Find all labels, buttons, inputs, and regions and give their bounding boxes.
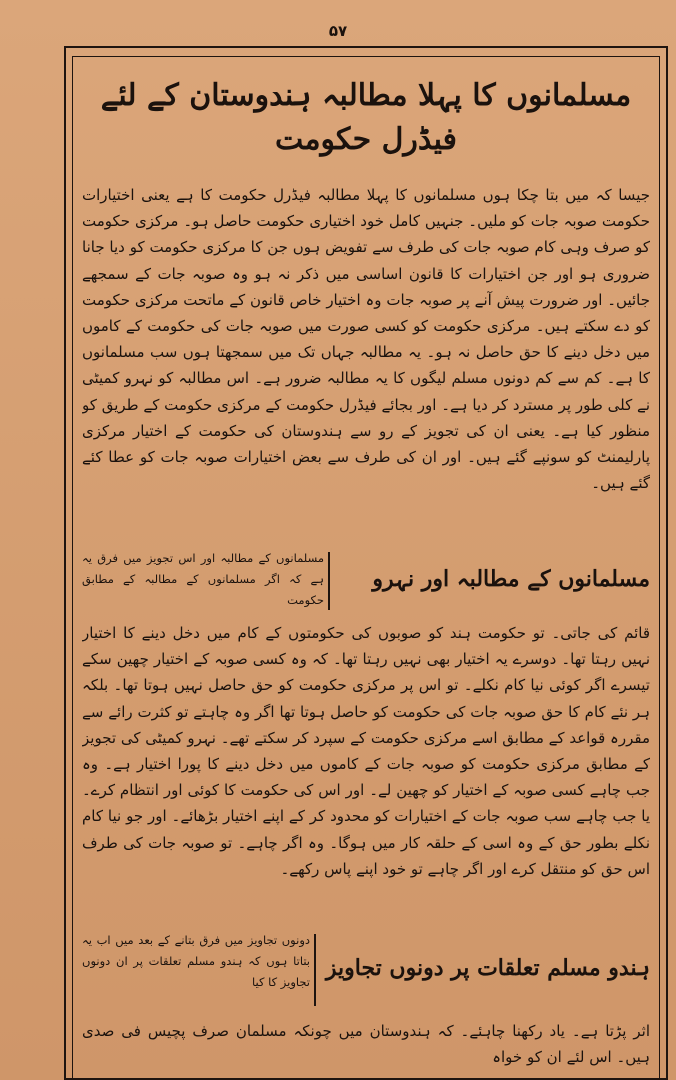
body-paragraph-2: قائم کی جاتی۔ تو حکومت ہند کو صوبوں کی حکومتوں کے کام میں دخل دینے کا اختیار نہیں رہتا تھا۔ دوسرے یہ اختیار بھی نہیں رہتا تھا۔ کہ وہ کسی صوبہ کے اختیار چھین سکے تیسرے اگر کوئی نیا کام نکلے۔ تو اس پر مرکزی حکومت کو حق حاصل نہیں ہوتا تھا۔ بلکہ ہر نئے کام کا حق صوبہ جات کی حکومت کو حاصل ہوتا تھا اگر وہ چاہتے تو کثرت رائے سے مقررہ قواعد کے مطابق اسے مرکزی حکومت کے سپرد کر سکتے تھے۔ نہرو کمیٹی کی تجویز کے مطابق مرکزی حکومت کو صوبہ جات کے کاموں میں دخل دینے کا پورا اختیار ہے۔ وہ جب چاہے کسی صوبہ کے اختیار کو چھین لے۔ اور اس کی حکومت کا کوئی اور انتظام کرے۔ یا جب چاہے سب صوبہ جات کے اختیارات کو محدود کر کے اپنے اختیار بڑھائے۔ اور جو نیا کام نکلے بطور حق کے وہ اسی کے حلقہ کار میں ہوگا۔ وہ اگر چاہے۔ تو صوبہ جات کی طرف اس حق کو منتقل کرے اور اگر چاہے تو خود اپنے پاس رکھے۔ <box>82 624 650 878</box>
body-paragraph-1: جیسا کہ میں بتا چکا ہوں مسلمانوں کا پہلا مطالبہ فیڈرل حکومت کا ہے یعنی اختیارات حکومت صوبہ جات کو ملیں۔ جنہیں کامل خود اختیاری حکومت حاصل ہو۔ مرکزی حکومت کو صرف وہی کام صوبہ جات کی طرف سے تفویض ہوں جن کا مرکزی حکومت کو دیا جانا ضروری ہو اور جن اختیارات کا قانون اساسی میں ذکر نہ ہو وہ صوبہ جات کے سمجھے جائیں۔ اور ضرورت پیش آنے پر صوبہ جات وہ اختیار خاص قانون کے ماتحت مرکزی حکومت کو دے سکتے ہیں۔ مرکزی حکومت کو کسی صورت میں صوبہ جات کی حکومت کے کاموں میں دخل دینے کا حق حاصل نہ ہو۔ یہ مطالبہ جہاں تک میں سمجھتا ہوں سب مسلمانوں کا ہے۔ کم سے کم دونوں مسلم لیگوں کا یہ مطالبہ ضرور ہے۔ اس مطالبہ کو نہرو کمیٹی نے کلی طور پر مسترد کر دیا ہے۔ اور بجائے فیڈرل حکومت کے مرکزی حکومت کے طریق کو منظور کیا ہے۔ یعنی ان کی تجویز کے رو سے ہندوستان کی حکومت کے اختیار مرکزی پارلیمنٹ کو سونپے گئے ہیں۔ اور ان کی طرف سے بعض اختیارات صوبہ جات کو عطا کئے گئے ہیں۔ <box>82 186 650 493</box>
section-heading-2: ہندو مسلم تعلقات پر دونوں تجاویز <box>325 955 650 981</box>
section-heading-divider-2 <box>314 934 316 1006</box>
page-number: ۵۷ <box>328 22 348 40</box>
section-heading-divider-1 <box>328 552 330 610</box>
body-paragraph-3: اثر پڑتا ہے۔ یاد رکھنا چاہئے۔ کہ ہندوستان میں چونکہ مسلمان صرف پچیس فی صدی ہیں۔ اس لئے ان کو خواہ <box>82 1022 650 1066</box>
section-heading-1: مسلمانوں کے مطالبہ اور نہرو <box>372 566 650 592</box>
page-title: مسلمانوں کا پہلا مطالبہ ہندوستان کے لئے فیڈرل حکومت <box>100 78 632 157</box>
section-lead-text-1: مسلمانوں کے مطالبہ اور اس تجویز میں فرق یہ ہے کہ اگر مسلمانوں کے مطالبہ کے مطابق حکومت <box>82 551 324 607</box>
section-lead-text-2: دونوں تجاویز میں فرق بتانے کے بعد میں اب یہ بتاتا ہوں کہ ہندو مسلم تعلقات پر ان دونوں تجاویز کا کیا <box>82 933 310 989</box>
section-heading-row-1 <box>82 548 650 614</box>
section-heading-row-2 <box>82 930 650 1010</box>
